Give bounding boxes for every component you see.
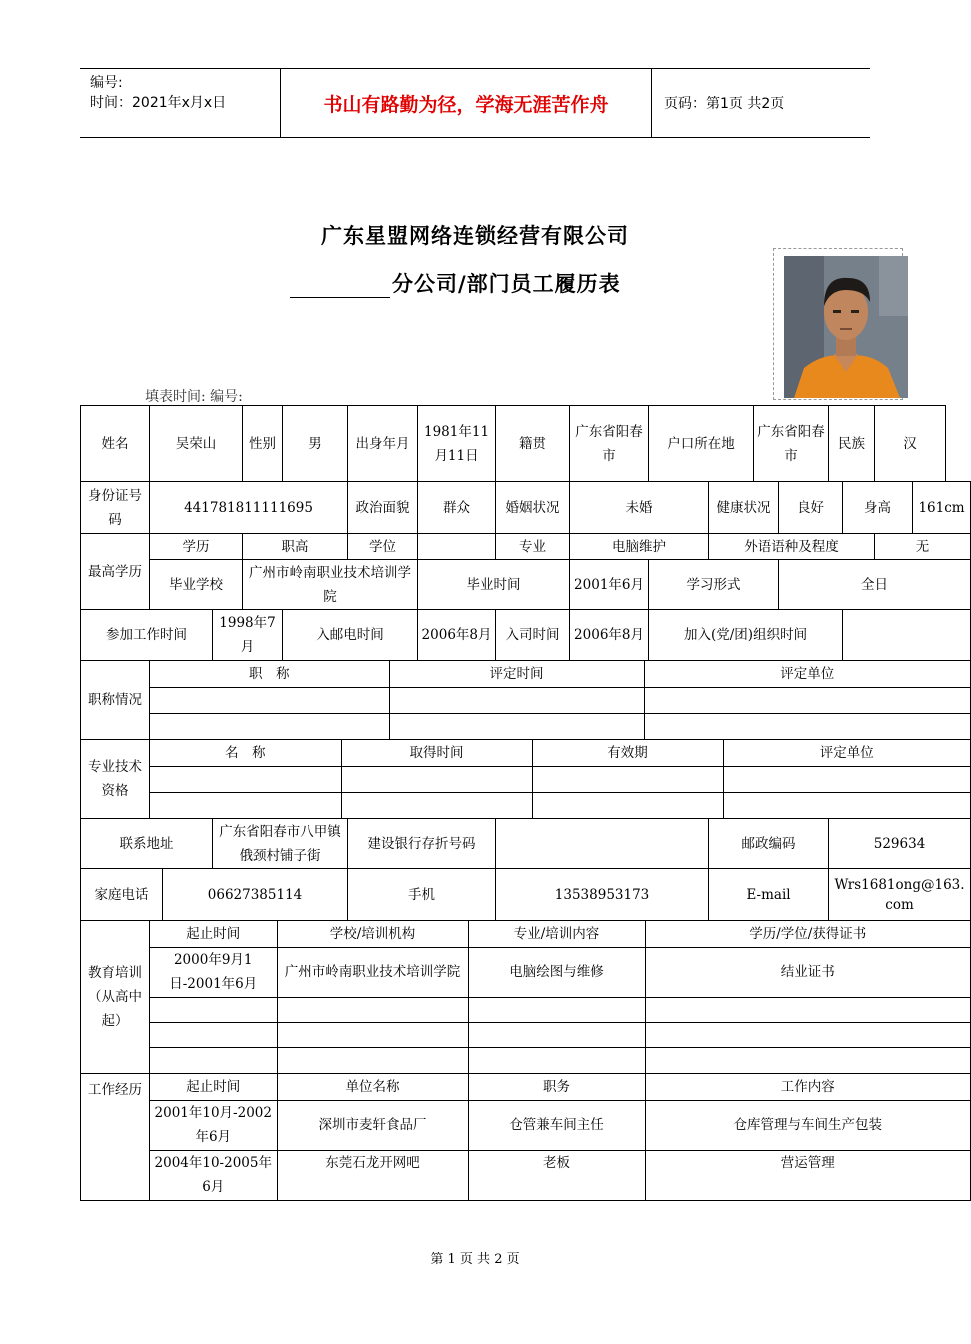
qual-col-date: 取得时间 bbox=[341, 740, 532, 766]
work-start-label: 参加工作时间 bbox=[81, 610, 213, 661]
work-position[interactable]: 老板 bbox=[468, 1150, 645, 1200]
table-cell[interactable] bbox=[150, 1047, 277, 1073]
work-history-cell bbox=[150, 1074, 971, 1201]
edu-history-label: 教育培训（从高中起） bbox=[81, 921, 150, 1074]
page-footer: 第 1 页 共 2 页 bbox=[430, 1252, 520, 1267]
company-title: 广东星盟网络连锁经营有限公司 bbox=[321, 223, 629, 248]
titles-col-unit: 评定单位 bbox=[644, 661, 970, 687]
table-row bbox=[150, 1150, 970, 1200]
work-content[interactable]: 仓库管理与车间生产包装 bbox=[645, 1100, 970, 1150]
table-cell[interactable] bbox=[532, 766, 723, 792]
header-number: 编号: bbox=[90, 75, 123, 91]
header-time: 时间：2021年x月x日 bbox=[90, 95, 227, 111]
name-label: 姓名 bbox=[81, 406, 150, 482]
mobile-label: 手机 bbox=[348, 869, 496, 921]
qual-col-name: 名 称 bbox=[150, 740, 341, 766]
political-label: 政治面貌 bbox=[348, 482, 418, 534]
hukou-value[interactable]: 广东省阳春市 bbox=[754, 406, 829, 482]
birth-label: 出身年月 bbox=[348, 406, 418, 482]
table-cell[interactable] bbox=[644, 713, 970, 739]
edu-history-table bbox=[150, 921, 970, 1073]
header-motto: 书山有路勤为径，学海无涯苦作舟 bbox=[280, 69, 652, 137]
table-cell[interactable] bbox=[277, 997, 468, 1022]
id-value[interactable]: 441781811111695 bbox=[150, 482, 348, 534]
work-content[interactable]: 营运管理 bbox=[645, 1150, 970, 1200]
id-label: 身份证号码 bbox=[81, 482, 150, 534]
qual-table-cell bbox=[150, 740, 971, 819]
work-col-content: 工作内容 bbox=[645, 1074, 970, 1100]
xuewei-value[interactable] bbox=[418, 534, 496, 560]
xuewei-label: 学位 bbox=[348, 534, 418, 560]
ethnic-value[interactable]: 汉 bbox=[875, 406, 946, 482]
work-position[interactable]: 仓管兼车间主任 bbox=[468, 1100, 645, 1150]
ethnic-label: 民族 bbox=[829, 406, 875, 482]
email-label: E-mail bbox=[709, 869, 829, 921]
grad-label: 毕业时间 bbox=[418, 560, 570, 610]
work-history-table bbox=[150, 1074, 970, 1200]
native-label: 籍贯 bbox=[496, 406, 570, 482]
phone-label: 家庭电话 bbox=[81, 869, 163, 921]
lang-label: 外语语种及程度 bbox=[709, 534, 875, 560]
titles-label: 职称情况 bbox=[81, 661, 150, 740]
fill-time-number: 填表时间: 编号: bbox=[145, 389, 243, 405]
marital-label: 婚姻状况 bbox=[496, 482, 570, 534]
table-cell[interactable] bbox=[723, 792, 970, 818]
company-value[interactable]: 2006年8月 bbox=[570, 610, 649, 661]
degree-label: 学历 bbox=[150, 534, 243, 560]
mode-value[interactable]: 全日 bbox=[779, 560, 971, 610]
table-cell[interactable] bbox=[277, 1047, 468, 1073]
post-value[interactable]: 2006年8月 bbox=[418, 610, 496, 661]
edu-major[interactable]: 电脑绘图与维修 bbox=[468, 947, 645, 997]
work-col-company: 单位名称 bbox=[277, 1074, 468, 1100]
titles-col-date: 评定时间 bbox=[389, 661, 644, 687]
table-cell[interactable] bbox=[150, 713, 389, 739]
major-value[interactable]: 电脑维护 bbox=[570, 534, 709, 560]
gender-value[interactable]: 男 bbox=[283, 406, 348, 482]
table-cell[interactable] bbox=[644, 687, 970, 713]
grad-value[interactable]: 2001年6月 bbox=[570, 560, 649, 610]
table-cell[interactable] bbox=[341, 766, 532, 792]
table-cell[interactable] bbox=[150, 1022, 277, 1047]
mobile-value[interactable]: 13538953173 bbox=[496, 869, 709, 921]
address-label: 联系地址 bbox=[81, 819, 213, 869]
header-page: 页码：第1页 共2页 bbox=[664, 96, 785, 112]
gender-label: 性别 bbox=[243, 406, 283, 482]
titles-subtable bbox=[150, 661, 970, 739]
political-value[interactable]: 群众 bbox=[418, 482, 496, 534]
header-meta bbox=[80, 69, 280, 137]
table-row bbox=[150, 1100, 970, 1150]
school-value[interactable]: 广州市岭南职业技术培训学院 bbox=[243, 560, 418, 610]
name-value[interactable]: 吴荣山 bbox=[150, 406, 243, 482]
marital-value[interactable]: 未婚 bbox=[570, 482, 709, 534]
work-period[interactable]: 2004年10-2005年6月 bbox=[150, 1150, 277, 1200]
zip-value[interactable]: 529634 bbox=[829, 819, 971, 869]
height-label: 身高 bbox=[843, 482, 913, 534]
table-cell[interactable] bbox=[389, 713, 644, 739]
height-value[interactable]: 161cm bbox=[913, 482, 971, 534]
table-cell[interactable] bbox=[532, 792, 723, 818]
bank-label: 建设银行存折号码 bbox=[348, 819, 496, 869]
native-value[interactable]: 广东省阳春市 bbox=[570, 406, 649, 482]
table-cell[interactable] bbox=[468, 997, 645, 1022]
work-period[interactable]: 2001年10月-2002年6月 bbox=[150, 1100, 277, 1150]
branch-blank[interactable] bbox=[290, 275, 390, 298]
edu-col-cert: 学历/学位/获得证书 bbox=[645, 921, 970, 947]
health-label: 健康状况 bbox=[709, 482, 779, 534]
health-value[interactable]: 良好 bbox=[779, 482, 843, 534]
edu-col-school: 学校/培训机构 bbox=[277, 921, 468, 947]
table-cell[interactable] bbox=[150, 792, 341, 818]
address-value[interactable]: 广东省阳春市八甲镇俄颈村铺子街 bbox=[213, 819, 348, 869]
company-label: 入司时间 bbox=[496, 610, 570, 661]
table-cell[interactable] bbox=[341, 792, 532, 818]
work-col-position: 职务 bbox=[468, 1074, 645, 1100]
table-cell[interactable] bbox=[645, 1022, 970, 1047]
page-header bbox=[80, 68, 870, 138]
work-company[interactable]: 东莞石龙开网吧 bbox=[277, 1150, 468, 1200]
work-company[interactable]: 深圳市麦轩食品厂 bbox=[277, 1100, 468, 1150]
edu-cert[interactable]: 结业证书 bbox=[645, 947, 970, 997]
party-value[interactable] bbox=[843, 610, 971, 661]
table-cell[interactable] bbox=[723, 766, 970, 792]
mode-label: 学习形式 bbox=[649, 560, 779, 610]
table-cell[interactable] bbox=[389, 687, 644, 713]
qual-col-valid: 有效期 bbox=[532, 740, 723, 766]
lang-value[interactable]: 无 bbox=[875, 534, 971, 560]
table-cell[interactable] bbox=[150, 766, 341, 792]
table-row bbox=[150, 947, 970, 997]
hukou-label: 户口所在地 bbox=[649, 406, 754, 482]
edu-history-cell bbox=[150, 921, 971, 1074]
work-history-label: 工作经历 bbox=[81, 1074, 150, 1201]
qual-col-unit: 评定单位 bbox=[723, 740, 970, 766]
table-cell[interactable] bbox=[150, 997, 277, 1022]
edu-col-major: 专业/培训内容 bbox=[468, 921, 645, 947]
title-label: 职高 bbox=[243, 534, 348, 560]
major-label: 专业 bbox=[496, 534, 570, 560]
work-col-period: 起止时间 bbox=[150, 1074, 277, 1100]
phone-value[interactable]: 06627385114 bbox=[163, 869, 348, 921]
table-cell[interactable] bbox=[468, 1022, 645, 1047]
party-label: 加入(党/团)组织时间 bbox=[649, 610, 843, 661]
table-cell[interactable] bbox=[277, 1022, 468, 1047]
zip-label: 邮政编码 bbox=[709, 819, 829, 869]
qual-label: 专业技术资格 bbox=[81, 740, 150, 819]
edu-col-period: 起止时间 bbox=[150, 921, 277, 947]
titles-col-name: 职 称 bbox=[150, 661, 389, 687]
bank-value[interactable] bbox=[496, 819, 709, 869]
table-cell[interactable] bbox=[645, 1047, 970, 1073]
resume-table bbox=[80, 405, 971, 1201]
employee-photo bbox=[784, 256, 908, 398]
birth-value[interactable]: 1981年11月11日 bbox=[418, 406, 496, 482]
titles-table-cell bbox=[150, 661, 971, 740]
post-label: 入邮电时间 bbox=[283, 610, 418, 661]
edu-top-label: 最高学历 bbox=[81, 534, 150, 610]
email-value[interactable]: Wrs1681ong@163.com bbox=[829, 869, 971, 921]
work-start-value[interactable]: 1998年7月 bbox=[213, 610, 283, 661]
school-label: 毕业学校 bbox=[150, 560, 243, 610]
table-cell[interactable] bbox=[468, 1047, 645, 1073]
edu-school[interactable]: 广州市岭南职业技术培训学院 bbox=[277, 947, 468, 997]
table-cell[interactable] bbox=[150, 687, 389, 713]
form-subtitle bbox=[290, 268, 621, 298]
edu-period[interactable]: 2000年9月1日-2001年6月 bbox=[150, 947, 277, 997]
qual-subtable bbox=[150, 740, 970, 818]
subtitle-text: 分公司/部门员工履历表 bbox=[392, 271, 621, 296]
table-cell[interactable] bbox=[645, 997, 970, 1022]
